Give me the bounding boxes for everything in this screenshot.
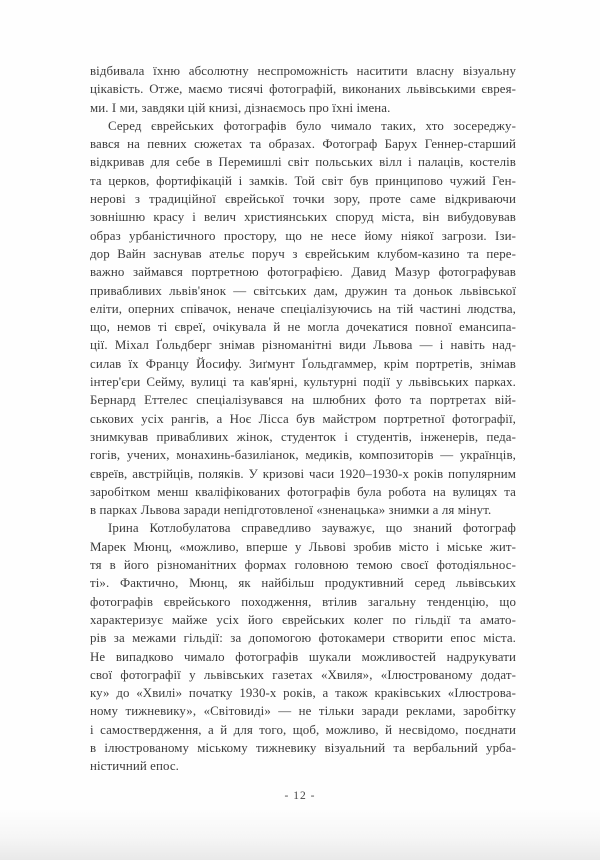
- paragraph: [90, 519, 516, 775]
- text-line: рів за межами гільдії: за допомогою фотокамери створити епос міста.: [90, 631, 516, 646]
- page-number: - 12 -: [284, 790, 316, 802]
- text-line: і самоствердження, а й для того, щоб, можливо, й несвідомо, поєднати: [90, 722, 516, 737]
- text-line: нерові з традиційної єврейської точки зору, проте саме відкриваючи: [90, 192, 516, 207]
- text-line: відбивала їхню абсолютну неспроможність наситити власну візуальну: [90, 64, 516, 78]
- text-line: ністичний епос.: [90, 759, 179, 774]
- text-line: вався на певних сюжетах та образах. Фотограф Барух Геннер-старший: [90, 137, 516, 152]
- text-line: відкривав для себе в Перемишлі світ польських вілл і палаців, костелів: [90, 155, 516, 170]
- text-line: гогів, учених, монахинь-базиліанок, медиків, композиторів — українців,: [90, 448, 516, 463]
- text-line: ськових усіх рангів, а Ноє Лісса був майстром портретної фотографії,: [90, 411, 516, 426]
- text-line: свої фотографії у львівських газетах «Хвиля», «Ілюстрованому додат-: [90, 667, 516, 682]
- text-line: ми. І ми, завдяки цій книзі, дізнаємось про їхні імена.: [90, 100, 391, 115]
- text-line: ному тижневику», «Світовиді» — не тільки заради реклами, заробітку: [90, 704, 516, 719]
- text-line: Не випадково чимало фотографів шукали можливостей надрукувати: [90, 649, 516, 664]
- text-line: та церков, фортифікацій і замків. Той світ був принципово чужий Ген-: [90, 173, 516, 188]
- text-line: в ілюстрованому міському тижневику візуальний та вербальний урба-: [90, 740, 516, 755]
- text-line: ку» до «Хвилі» початку 1930-х років, а також краківських «Ілюстрова-: [90, 686, 516, 701]
- text-line: характеризує майже усіх його єврейських колег по гільдії та амато-: [90, 612, 516, 627]
- text-line: в парках Львова заради непідготовленої «зненацька» знимки а ля мінут.: [90, 503, 492, 518]
- text-line: Марек Мюнц, «можливо, вперше у Львові зробив місто і міське жит-: [90, 539, 516, 554]
- text-line: Бернард Еттелес спеціалізувався на шлюбних фото та портретах вій-: [90, 393, 516, 408]
- text-line: Ірина Котлобулатова справедливо зауважує, що знаний фотограф: [108, 521, 516, 536]
- text-line: цікавість. Отже, маємо тисячі фотографій, виконаних львівськими єврея-: [90, 82, 516, 97]
- text-line: що, немов ті євреї, очікувала й не могла дочекатися повної емансипа-: [90, 320, 516, 335]
- page-edge-shadow: [0, 808, 600, 860]
- paragraph: [90, 62, 516, 117]
- text-line: інтер'єри Сейму, вулиці та кав'ярні, культурні події у львівських парках.: [90, 375, 516, 390]
- paragraph: [90, 117, 516, 520]
- text-line: Серед єврейських фотографів було чимало таких, хто зосереджу-: [108, 118, 516, 133]
- text-line: силав їх Францу Йосифу. Зиґмунт Ґольдгаммер, крім портретів, знімав: [90, 356, 516, 371]
- text-line: дор Вайн заснував ательє поруч з єврейським клубом-казино та пере-: [90, 246, 516, 261]
- text-line: знимкував привабливих жінок, студенток і студентів, інженерів, педа-: [90, 429, 516, 444]
- text-line: еліти, оперних співачок, неначе спеціалізуючись на тій частині людства,: [90, 301, 516, 316]
- text-line: образ урбаністичного простору, що не несе йому ніякої загрози. Ізи-: [90, 228, 516, 243]
- text-line: важно займався портретною фотографією. Давид Мазур фотографував: [90, 265, 516, 280]
- text-line: євреїв, австрійців, поляків. У кризові часи 1920–1930-х років популярним: [90, 466, 516, 481]
- text-line: ті». Фактично, Мюнц, як найбільш продуктивний серед львівських: [90, 576, 516, 591]
- text-line: зовнішню красу і велич християнських споруд міста, він вибудовував: [90, 210, 516, 225]
- text-line: ції. Міхал Ґольдберг знімав різноманітні види Львова — і навіть над-: [90, 338, 516, 353]
- text-line: тя в його різноманітних формах головною темою своєї фотодіяльнос-: [90, 558, 516, 573]
- text-line: фотографів єврейського походження, втілив загальну тенденцію, що: [90, 594, 516, 609]
- text-line: заробітком менш кваліфікованих фотографів була робота на вулицях та: [90, 484, 516, 499]
- text-line: привабливих львів'янок — світських дам, дружин та доньок львівської: [90, 283, 516, 298]
- body-text: [90, 62, 516, 776]
